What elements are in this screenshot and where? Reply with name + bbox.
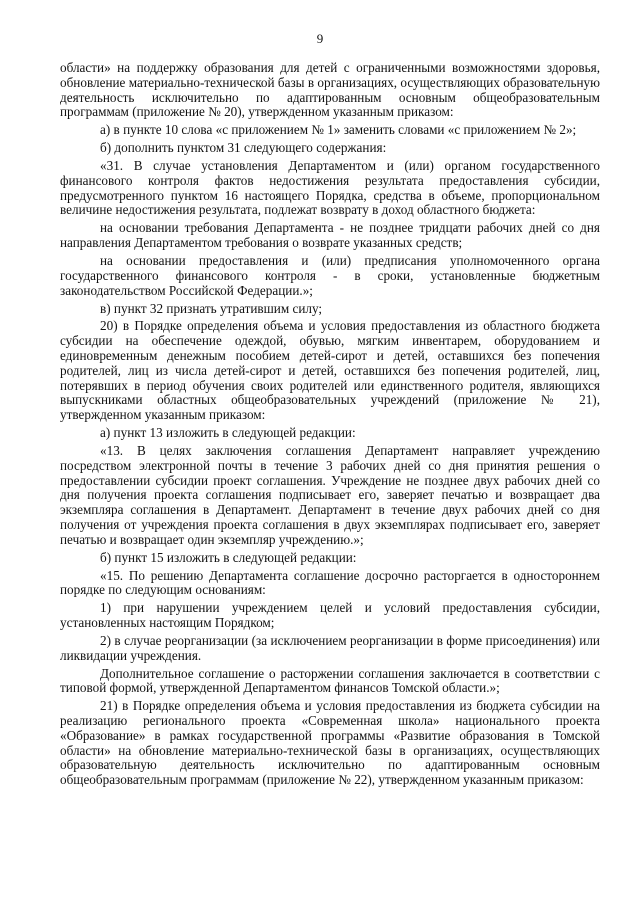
paragraph: Дополнительное соглашение о расторжении соглашения заключается в соответствии с типовой формой, утвержденной Департаментом финансов Томской области.»; (60, 665, 600, 696)
paragraph: «15. По решению Департамента соглашение досрочно расторгается в одностороннем порядке по следующим основаниям: (60, 567, 600, 598)
paragraph: на основании требования Департамента - не позднее тридцати рабочих дней со дня направления Департаментом требования о возврате указанных средств; (60, 220, 600, 251)
page-number: 9 (316, 31, 324, 46)
paragraph: в) пункт 32 признать утратившим силу; (100, 300, 323, 316)
paragraph: «31. В случае установления Департаментом и (или) органом государственного финансового контроля фактов недостижения результата предоставления субсидии, предусмотренного пунктом 16 настоящего Порядка, средства в объеме, пропорциональном величине недостижения результата, подлежат возврату в доход областного бюджета: (60, 158, 600, 218)
paragraph: 21) в Порядке определения объема и условия предоставления из бюджета субсидии на реализацию регионального проекта «Современная школа» национального проекта «Образование» в рамках государственной программы «Развитие образования в Томской области» на обновление материально-технической базы в организациях, осуществляющих образовательную деятельность исключительно по адаптированным основным общеобразовательным программам (приложение № 22), утвержденном указанным приказом: (60, 698, 600, 788)
paragraph: а) пункт 13 изложить в следующей редакции: (100, 425, 356, 441)
document-body (60, 61, 600, 791)
paragraph: области» на поддержку образования для детей с ограниченными возможностями здоровья, обновление материально-технической базы в организациях, осуществляющих образовательную деятельность исключительно по адаптированным основным общеобразовательным программам (приложение № 20), утвержденном указанным приказом: (60, 60, 600, 120)
paragraph: «13. В целях заключения соглашения Департамент направляет учреждению посредством электронной почты в течение 3 рабочих дней со дня принятия решения о предоставлении субсидии проект соглашения. Учреждение не позднее двух рабочих дней со дня получения проекта соглашения подписывает его, заверяет печатью и возвращает два экземпляра соглашения в Департамент. Департамент в течение двух рабочих дней со дня получения от учреждения проекта соглашения в двух экземплярах подписывает его, заверяет печатью и возвращает один экземпляр учреждению.»; (60, 442, 600, 547)
paragraph: 2) в случае реорганизации (за исключением реорганизации в форме присоединения) или ликвидации учреждения. (60, 632, 600, 663)
paragraph: 1) при нарушении учреждением целей и условий предоставления субсидии, установленных настоящим Порядком; (60, 600, 600, 631)
paragraph: а) в пункте 10 слова «с приложением № 1» заменить словами «с приложением № 2»; (100, 122, 577, 138)
paragraph: б) пункт 15 изложить в следующей редакции: (100, 549, 357, 565)
paragraph: на основании предоставления и (или) предписания уполномоченного органа государственного финансового контроля - в сроки, установленные бюджетным законодательством Российской Федерации.»; (60, 253, 600, 298)
paragraph: 20) в Порядке определения объема и условия предоставления из областного бюджета субсидии на обеспечение одеждой, обувью, мягким инвентарем, оборудованием и единовременным денежным пособием детей-сирот и детей, оставшихся без попечения родителей, лиц из числа детей-сирот и детей, оставшихся без попечения родителей, лиц, потерявших в период обучения своих родителей или единственного родителя, являющихся выпускниками областных общеобразовательных учреждений (приложение № 21), утвержденном указанным приказом: (60, 318, 600, 423)
paragraph: б) дополнить пунктом 31 следующего содержания: (100, 140, 387, 156)
